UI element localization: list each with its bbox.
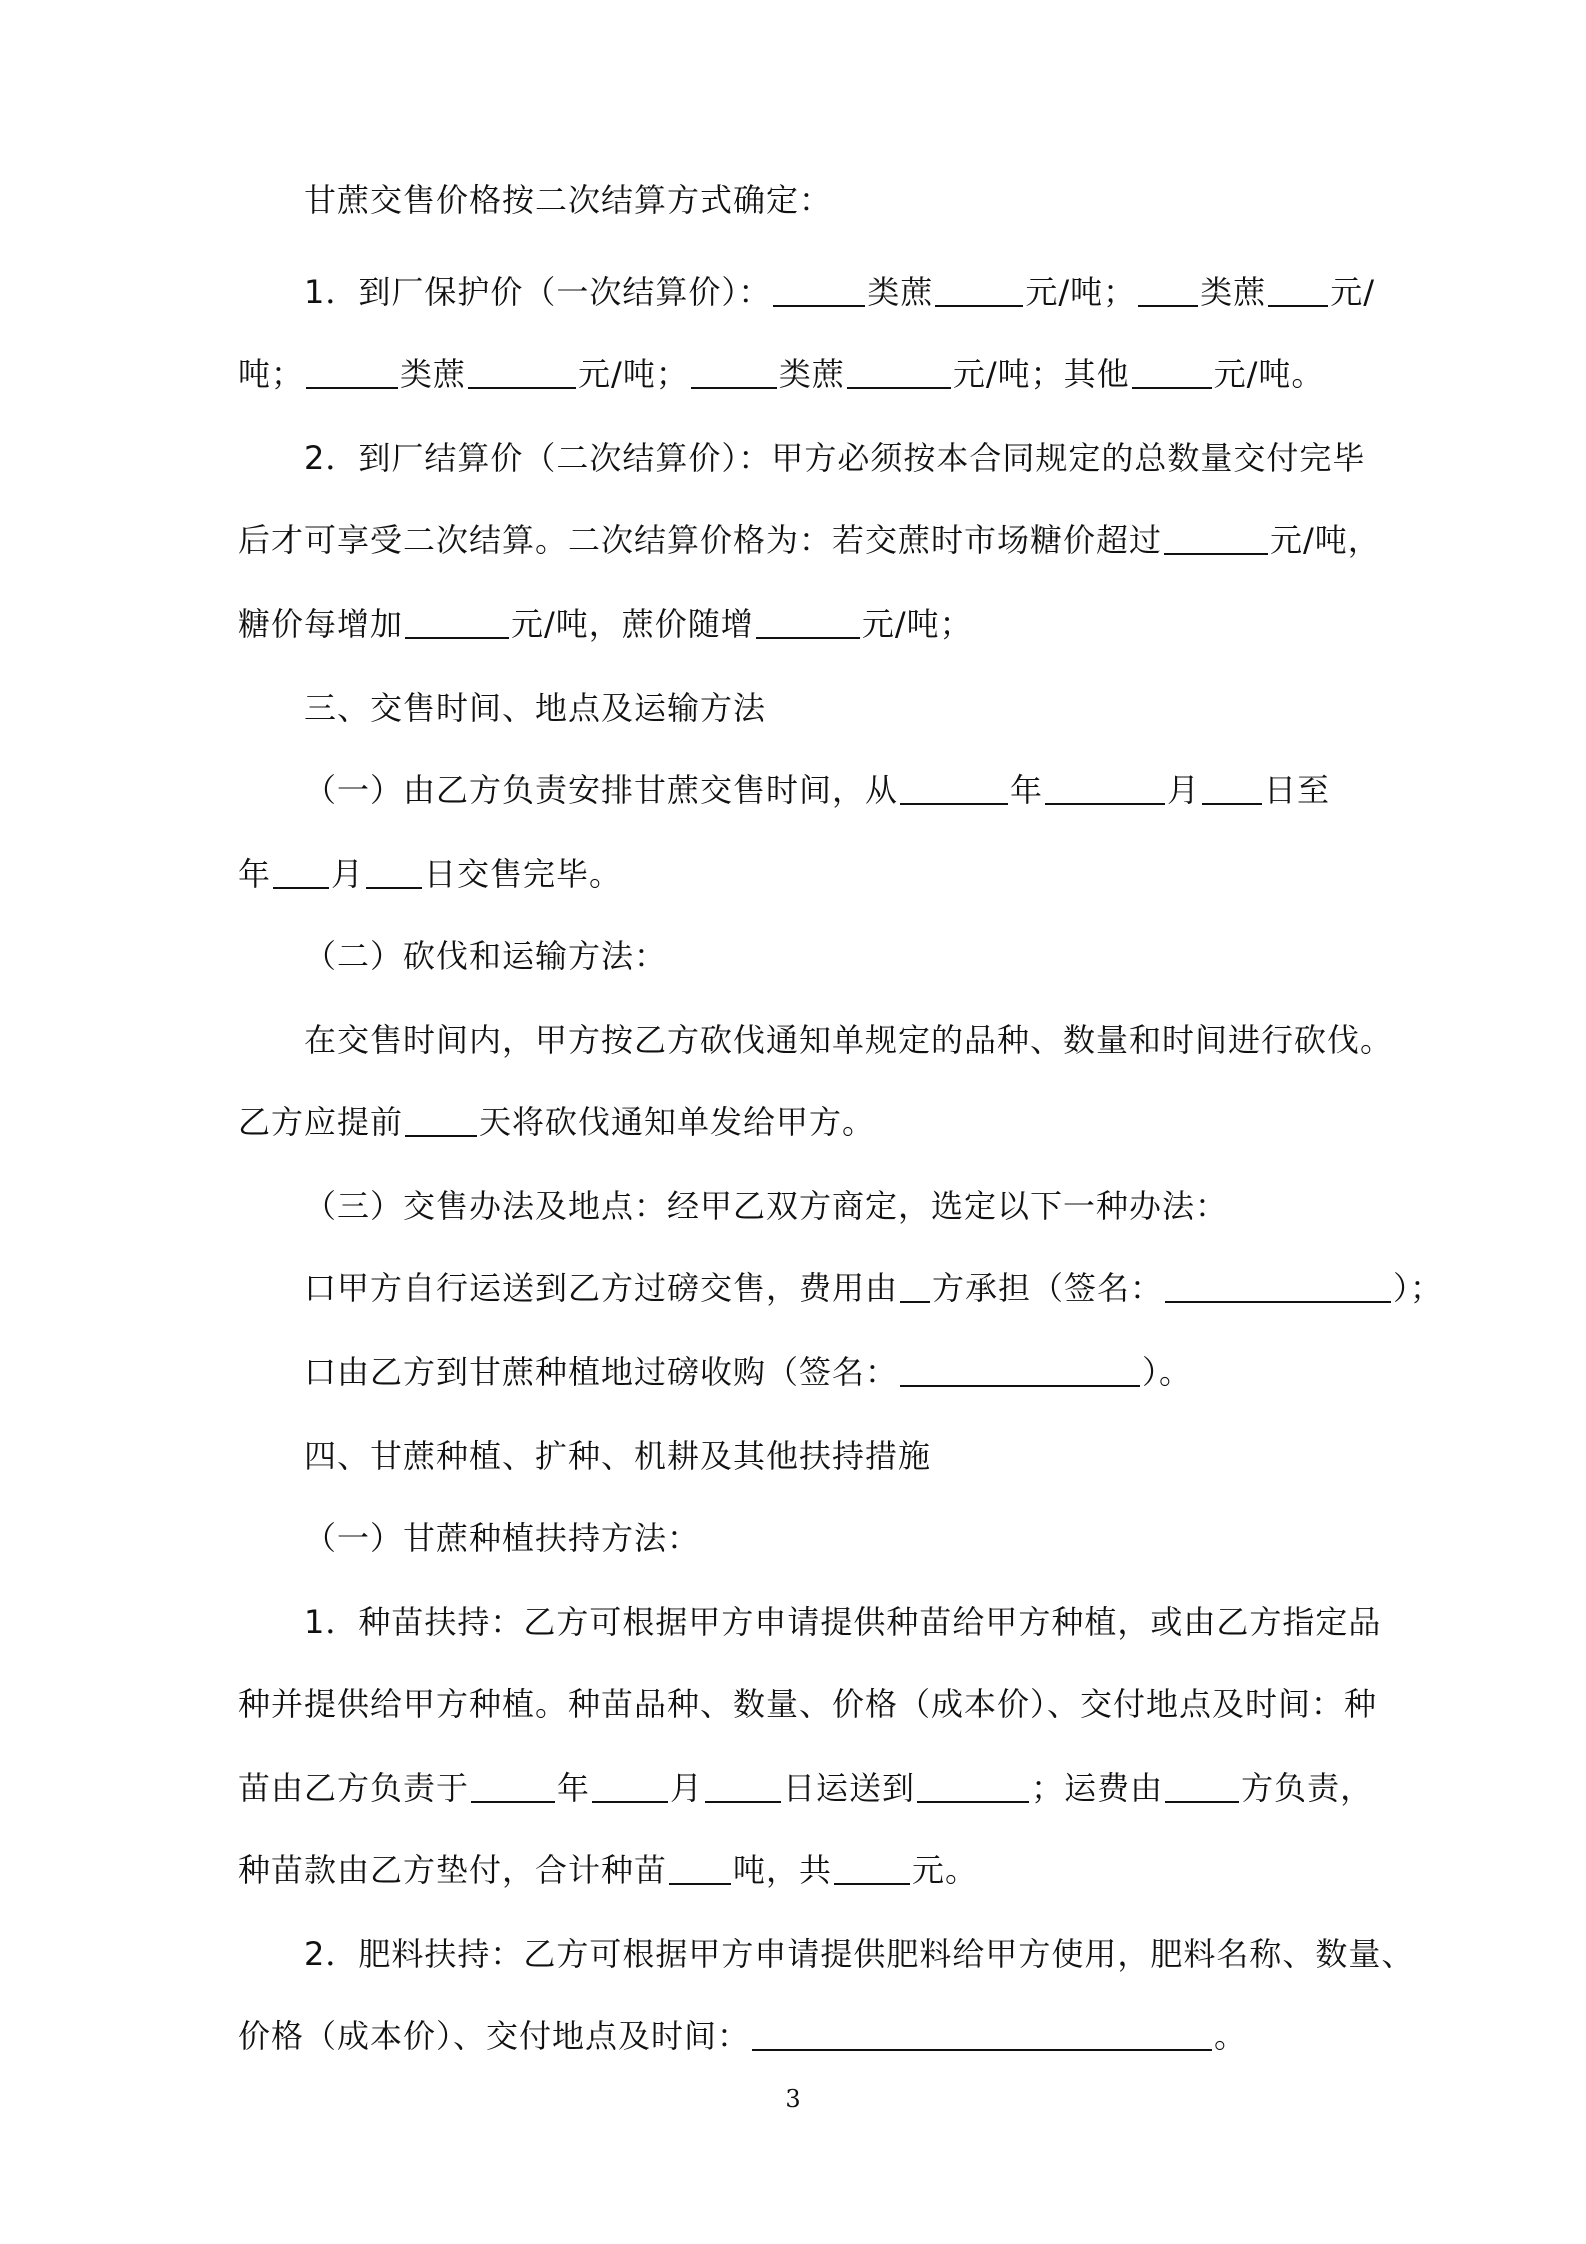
text-run: 糖价每增加: [238, 605, 404, 643]
paragraph-line: [238, 1102, 1358, 1142]
text-run: 年: [1010, 771, 1044, 809]
paragraph-line: [304, 1186, 1424, 1226]
text-run: 方负责，: [1241, 1769, 1374, 1807]
fill-blank[interactable]: [306, 357, 398, 389]
text-run: 价格（成本价）、交付地点及时间：: [238, 2017, 751, 2055]
paragraph-line: [304, 272, 1424, 312]
text-run: 三、交售时间、地点及运输方法: [304, 689, 767, 727]
fill-blank[interactable]: [900, 773, 1008, 805]
paragraph-line: [304, 1020, 1424, 1060]
fill-blank[interactable]: [1164, 523, 1268, 555]
option-line: [304, 1352, 1424, 1392]
text-run: 元/吨；: [861, 605, 973, 643]
fill-blank[interactable]: [1268, 275, 1328, 307]
paragraph-line: [304, 770, 1424, 810]
fill-blank[interactable]: [847, 357, 951, 389]
text-run: 种并提供给甲方种植。种苗品种、数量、价格（成本价）、交付地点及时间：种: [238, 1685, 1378, 1723]
signature-blank[interactable]: [1165, 1271, 1391, 1303]
text-run: 2．到厂结算价（二次结算价）：甲方必须按本合同规定的总数量交付完毕: [304, 439, 1366, 477]
fill-blank[interactable]: [405, 1105, 477, 1137]
text-run: 元/吨，蔗价随增: [511, 605, 754, 643]
fill-blank[interactable]: [1202, 773, 1262, 805]
text-run: ）。: [1142, 1353, 1193, 1391]
text-run: 方承担（签名：: [932, 1269, 1164, 1307]
text-run: 类蔗: [1200, 273, 1267, 311]
paragraph-line: [304, 180, 1424, 220]
text-run: 类蔗: [867, 273, 934, 311]
text-run: 1．到厂保护价（一次结算价）：: [304, 273, 772, 311]
text-run: 元/吨；: [1025, 273, 1137, 311]
fill-blank[interactable]: [834, 1853, 910, 1885]
text-run: 乙方应提前: [238, 1103, 404, 1141]
paragraph-line: [238, 354, 1358, 394]
paragraph-line: [238, 1684, 1378, 1724]
fill-blank[interactable]: [1045, 773, 1165, 805]
text-run: 在交售时间内，甲方按乙方砍伐通知单规定的品种、数量和时间进行砍伐。: [304, 1021, 1394, 1059]
text-run: 吨；: [238, 355, 305, 393]
fill-blank[interactable]: [917, 1771, 1029, 1803]
text-run: 种苗款由乙方垫付，合计种苗: [238, 1851, 668, 1889]
text-run: 月: [331, 855, 365, 893]
text-run: 四、甘蔗种植、扩种、机耕及其他扶持措施: [304, 1437, 932, 1475]
text-run: 类蔗: [778, 355, 845, 393]
text-run: 甘蔗交售价格按二次结算方式确定：: [304, 181, 833, 219]
text-run: 元/吨；: [578, 355, 689, 393]
text-run: 年: [238, 855, 272, 893]
text-run: 月: [1167, 771, 1201, 809]
paragraph-line: [304, 1602, 1424, 1642]
paragraph-line: [238, 1768, 1374, 1808]
paragraph-line: [238, 1850, 1358, 1890]
text-run: 类蔗: [400, 355, 467, 393]
text-run: （一）由乙方负责安排甘蔗交售时间，从: [304, 771, 899, 809]
fill-blank[interactable]: [1138, 275, 1198, 307]
fill-blank[interactable]: [1165, 1771, 1239, 1803]
fill-blank[interactable]: [405, 607, 509, 639]
text-run: 日至: [1264, 771, 1331, 809]
fill-blank[interactable]: [669, 1853, 731, 1885]
text-run: （三）交售办法及地点：经甲乙双方商定，选定以下一种办法：: [304, 1187, 1229, 1225]
text-run: （二）砍伐和运输方法：: [304, 937, 668, 975]
paragraph-line: [238, 520, 1381, 560]
text-run: ；运费由: [1031, 1769, 1164, 1807]
checkbox-option[interactable]: 口由乙方到甘蔗种植地过磅收购（签名：: [304, 1353, 899, 1391]
fill-blank[interactable]: [471, 1771, 555, 1803]
paragraph-line: [238, 604, 1358, 644]
paragraph-line: [304, 438, 1424, 478]
text-run: 。: [1214, 2017, 1248, 2055]
fill-blank[interactable]: [935, 275, 1023, 307]
section-heading: [304, 1436, 1424, 1476]
text-run: 元/: [1330, 273, 1375, 311]
text-run: ）；: [1393, 1269, 1444, 1307]
fill-blank[interactable]: [705, 1771, 781, 1803]
text-run: 日交售完毕。: [424, 855, 623, 893]
text-run: 元/吨；其他: [952, 355, 1130, 393]
text-run: 苗由乙方负责于: [238, 1769, 470, 1807]
fill-blank[interactable]: [366, 857, 422, 889]
text-run: 吨，共: [733, 1851, 833, 1889]
paragraph-line: [304, 1934, 1424, 1974]
text-run: 1．种苗扶持：乙方可根据甲方申请提供种苗给甲方种植，或由乙方指定品: [304, 1603, 1382, 1641]
text-run: 日运送到: [783, 1769, 916, 1807]
text-run: 元/吨，: [1270, 521, 1381, 559]
signature-blank[interactable]: [900, 1355, 1140, 1387]
text-run: 元。: [912, 1851, 979, 1889]
fill-blank[interactable]: [773, 275, 865, 307]
text-run: 月: [670, 1769, 704, 1807]
paragraph-line: [304, 1518, 1424, 1558]
fill-blank[interactable]: [1132, 357, 1212, 389]
paragraph-line: [304, 936, 1424, 976]
page-number: 3: [785, 2085, 801, 2113]
fill-blank[interactable]: [468, 357, 576, 389]
paragraph-line: [238, 854, 1358, 894]
text-run: 天将砍伐通知单发给甲方。: [479, 1103, 876, 1141]
text-run: 元/吨。: [1213, 355, 1325, 393]
text-run: （一）甘蔗种植扶持方法：: [304, 1519, 701, 1557]
fill-blank[interactable]: [752, 2019, 1212, 2051]
fill-blank[interactable]: [592, 1771, 668, 1803]
fill-blank[interactable]: [691, 357, 777, 389]
fill-blank[interactable]: [900, 1271, 930, 1303]
paragraph-line: [238, 2016, 1358, 2056]
text-run: 2．肥料扶持：乙方可根据甲方申请提供肥料给甲方使用，肥料名称、数量、: [304, 1935, 1415, 1973]
text-run: 年: [557, 1769, 591, 1807]
text-run: 后才可享受二次结算。二次结算价格为：若交蔗时市场糖价超过: [238, 521, 1163, 559]
section-heading: [304, 688, 1424, 728]
fill-blank[interactable]: [756, 607, 860, 639]
fill-blank[interactable]: [273, 857, 329, 889]
checkbox-option[interactable]: 口甲方自行运送到乙方过磅交售，费用由: [304, 1269, 899, 1307]
option-line: [304, 1268, 1444, 1308]
